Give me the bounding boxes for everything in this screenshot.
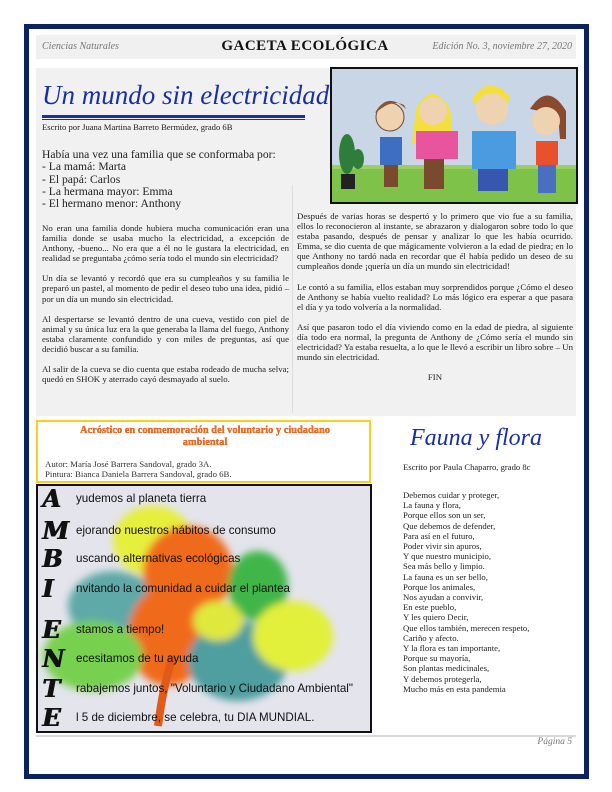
poem-line: La fauna es un ser bello, [403, 571, 488, 582]
paragraph: No eran una familia donde hubiera mucha comunicación eran una familia donde se usaba mucho la electricidad, a excepción de Anthony, -bueno... No era que a él no le gustara la electricidad, en realidad se preguntaba ¿cómo sería todo el mundo sin electricidad? [42, 223, 289, 264]
poem-line: Para así en el futuro, [403, 530, 475, 541]
section-label: Ciencias Naturales [42, 41, 119, 52]
paragraph: Así que pasaron todo el día viviendo como en la edad de piedra, al siguiente día todo era normal, la pregunta de Anthony de ¿Cómo sería el mundo sin electricidad? Ya estaba resuelta, a lo que le llevó a escribir un libro sobre – Un mundo sin electricidad. [297, 321, 573, 363]
acrostic-text: l 5 de diciembre, se celebra, tu DIA MUNDIAL. [76, 710, 315, 724]
article-intro [42, 149, 276, 210]
poem-line: Nos ayudan a convivir, [403, 592, 484, 603]
masthead: GACETA ECOLÓGICA [221, 38, 389, 54]
poem-line: Y la flora es tan importante, [403, 643, 501, 654]
acrostic-text: rabajemos juntos, "Voluntario y Ciudadano Ambiental" [76, 681, 353, 695]
poem-line: Que ellos también, merecen respeto, [403, 622, 530, 633]
intro-line: - La hermana mayor: Emma [42, 184, 173, 198]
edition-label: Edición No. 3, noviembre 27, 2020 [432, 41, 572, 52]
acrostic-line [42, 614, 165, 644]
acrostic-credits [45, 460, 232, 480]
poem-line: Sea más bello y limpio. [403, 561, 485, 572]
acrostic-title: Acróstico en conmemoración del voluntario y ciudadano ambiental [80, 425, 330, 448]
column-divider [292, 185, 293, 413]
acrostic-text: uscando alternativas ecológicas [76, 551, 241, 565]
page-number: Página 5 [537, 737, 572, 747]
poem-line: Porque ellos son un ser, [403, 510, 486, 521]
acrostic-line [42, 484, 207, 513]
poem-line: En este pueblo, [403, 602, 457, 613]
end-mark: FIN [427, 372, 443, 383]
footer-rule [36, 735, 576, 737]
acrostic-line [42, 673, 353, 703]
poem-line: Son plantas medicinales, [403, 663, 490, 674]
poem-line: Porque los animales, [403, 581, 476, 592]
acrostic-text: ejorando nuestros hábitos de consumo [76, 523, 276, 537]
paragraph: Después de varias horas se despertó y lo primero que vio fue a su familia, ellos lo reconocieron al instante, se abrazaron y dialogaron sobre todo lo que estaba pasando, después de pensar y analizar lo que les había ocurrido. Emma, se dio cuenta de que mágicamente volvieron a la edad de piedra; en lo que Anthony no tardó nada en recordar que él había pedido un deseo de su cumpleaños donde ¡quería un día un mundo sin electricidad! [297, 211, 573, 272]
poem-line: Y que nuestro municipio, [403, 551, 491, 562]
poem-line: Y les quiero Decir, [403, 612, 469, 623]
acrostic-letter: N [42, 643, 64, 673]
acrostic-author: Autor: María José Barrera Sandoval, grado 3A. [45, 459, 212, 469]
article-byline: Escrito por Juana Martina Barreto Bermúdez, grado 6B [42, 122, 233, 132]
poem-line: Debemos cuidar y proteger, [403, 490, 500, 500]
acrostic-line [42, 643, 199, 673]
leaf-painting-image [36, 484, 372, 733]
acrostic-text: yudemos al planeta tierra [76, 491, 207, 505]
acrostic-letter: M [42, 515, 69, 545]
intro-line: - El hermano menor: Anthony [42, 197, 182, 211]
paragraph: Al salir de la cueva se dio cuenta que estaba rodeado de mucha selva; quedó en SHOK y aterrado cayó desmayado al suelo. [42, 364, 289, 385]
acrostic-painting-credit: Pintura: Bianca Daniela Barrera Sandoval, grado 6B. [45, 468, 232, 479]
fauna-poem [403, 490, 529, 694]
article-right-column [297, 211, 573, 392]
intro-line: Había una vez una familia que se conformaba por: [42, 148, 276, 161]
acrostic-letter: E [42, 614, 61, 644]
poem-line: Mucho más en esta pandemia [403, 683, 506, 694]
acrostic-line [42, 573, 290, 603]
poem-line: Y debemos protegerla, [403, 673, 482, 684]
poem-line: Cariño y afecto. [403, 632, 459, 643]
poem-line: Que debemos de defender, [403, 520, 496, 531]
family-drawing-image [330, 67, 578, 204]
paragraph: Un día se levantó y recordó que era su cumpleaños y su familia le preparó un pastel, al momento de pedir el deseo tubo una idea, pidió –por un día un mundo sin electricidad. [42, 273, 289, 304]
fauna-title: Fauna y flora [410, 425, 542, 451]
fauna-byline: Escrito por Paula Chaparro, grado 8c [403, 462, 531, 472]
paragraph: Le contó a su familia, ellos estaban muy sorprendidos porque ¿Cómo el deseo de Anthony se había vuelto realidad? Lo más lógico era esperar a que pasara el día y ya todo volvería a la normalidad. [297, 281, 573, 312]
acrostic-text: nvitando la comunidad a cuidar el plantea [76, 581, 290, 595]
acrostic-letter: T [42, 673, 60, 703]
paragraph: Al despertarse se levantó dentro de una cueva, vestido con piel de animal y su única luz era la que generaba la llama del fuego, Anthony estaba claramente confundido y con miles de preguntas, así que decidió buscar a su familia. [42, 313, 289, 354]
acrostic-line [42, 543, 241, 573]
intro-line: - El papá: Carlos [42, 172, 121, 186]
title-rule [42, 115, 305, 118]
intro-line: - La mamá: Marta [42, 160, 127, 174]
acrostic-letter: I [42, 573, 54, 603]
acrostic-letter: B [42, 543, 63, 573]
acrostic-text: stamos a tiempo! [76, 622, 165, 636]
poem-line: Poder vivir sin apuros, [403, 541, 482, 552]
title-rule-thin [42, 119, 305, 120]
acrostic-line [42, 702, 315, 732]
poem-line: La fauna y flora, [403, 500, 461, 511]
article-title: Un mundo sin electricidad [42, 80, 330, 110]
acrostic-text: ecesitamos de tu ayuda [76, 651, 199, 665]
acrostic-letter: A [42, 484, 61, 513]
acrostic-letter: E [42, 702, 61, 732]
poem-line: Porque su mayoría, [403, 653, 471, 664]
acrostic-line [42, 515, 276, 545]
article-left-column [42, 223, 289, 394]
